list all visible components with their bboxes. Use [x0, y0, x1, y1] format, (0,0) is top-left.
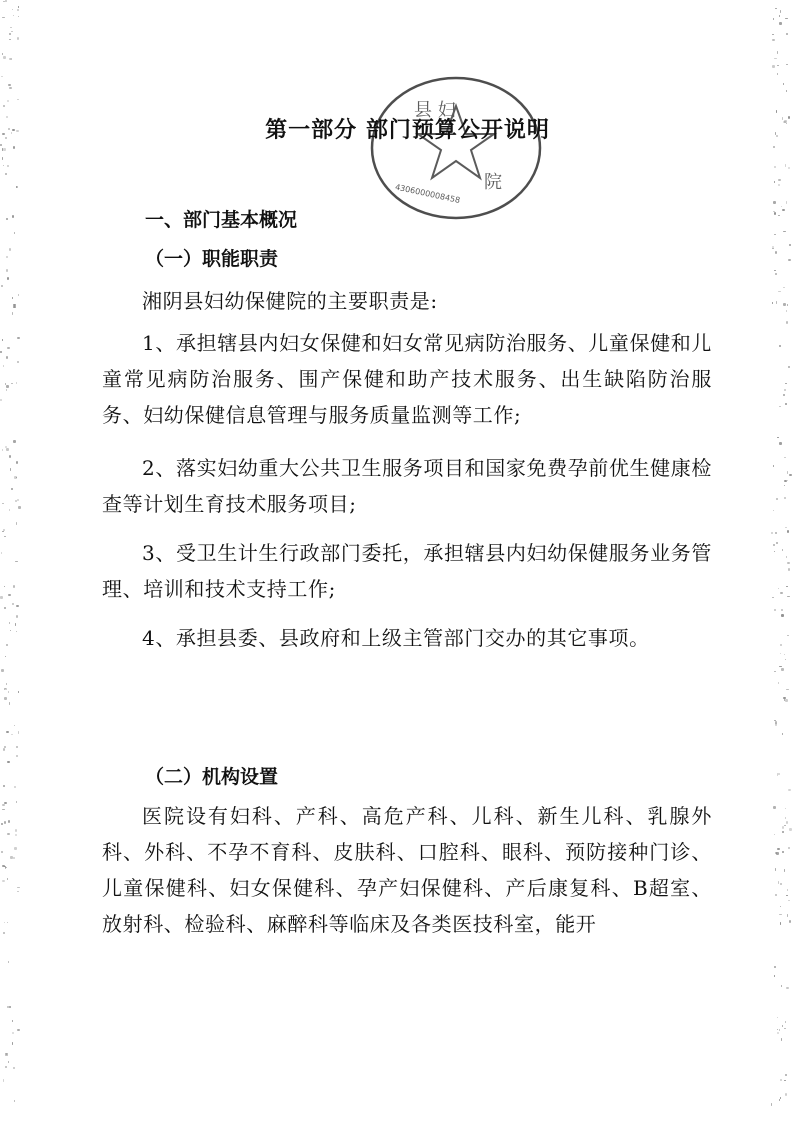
scan-speck	[8, 84, 11, 86]
subsection-heading-duties: （一）职能职责	[145, 248, 279, 270]
scan-speck	[774, 671, 776, 672]
scan-speck	[12, 603, 13, 604]
scan-speck	[17, 891, 19, 892]
scan-speck	[787, 562, 790, 564]
scan-speck	[18, 6, 19, 8]
scan-speck	[786, 586, 788, 587]
scan-speck	[771, 1103, 772, 1106]
scan-speck	[12, 1032, 13, 1035]
scan-speck	[13, 306, 16, 308]
scan-speck	[17, 99, 19, 100]
scan-speck	[787, 480, 789, 481]
scan-speck	[784, 1080, 786, 1081]
scan-speck	[779, 406, 781, 407]
scan-speck	[12, 297, 14, 298]
scan-speck	[7, 761, 9, 763]
scan-speck	[2, 17, 5, 18]
scan-speck	[11, 734, 13, 735]
scan-speck	[2, 157, 4, 160]
scan-speck	[3, 1079, 4, 1082]
scan-speck	[789, 474, 792, 476]
scan-speck	[13, 1067, 15, 1069]
scan-speck	[784, 485, 786, 486]
scan-speck	[774, 166, 776, 167]
scan-speck	[12, 1042, 13, 1044]
scan-speck	[3, 165, 4, 167]
scan-speck	[2, 865, 5, 867]
scan-speck	[779, 442, 782, 445]
scan-speck	[2, 53, 4, 55]
scan-speck	[10, 27, 12, 29]
scan-speck	[775, 251, 777, 254]
scan-speck	[6, 683, 7, 685]
scan-speck	[787, 635, 789, 636]
paragraph-duty-4: 4、承担县委、县政府和上级主管部门交办的其它事项。	[142, 626, 650, 650]
scan-speck	[777, 51, 778, 54]
scan-speck	[1, 76, 2, 78]
scan-speck	[16, 382, 17, 383]
scan-speck	[3, 932, 5, 934]
scan-speck	[4, 697, 7, 700]
scan-speck	[6, 269, 8, 271]
scan-speck	[786, 64, 788, 65]
scan-speck	[17, 37, 20, 40]
scan-speck	[776, 498, 778, 500]
scan-speck	[788, 366, 790, 368]
scan-speck	[8, 1061, 9, 1063]
scan-speck	[15, 561, 18, 563]
scan-speck	[783, 83, 784, 85]
scan-speck	[788, 568, 790, 571]
scan-speck	[779, 1099, 780, 1101]
scan-speck	[776, 301, 778, 304]
scan-speck	[782, 209, 785, 210]
scan-speck	[774, 234, 776, 235]
scan-speck	[1, 669, 4, 672]
scan-speck	[12, 1020, 13, 1021]
scan-speck	[17, 499, 20, 501]
scan-speck	[786, 310, 787, 312]
scan-speck	[8, 594, 10, 595]
scan-speck	[778, 773, 780, 775]
scan-speck	[17, 361, 19, 363]
scan-speck	[16, 755, 18, 758]
scan-speck	[778, 682, 779, 684]
scan-speck	[18, 691, 19, 692]
scan-speck	[785, 1074, 787, 1076]
scan-speck	[18, 16, 19, 17]
scan-speck	[6, 385, 9, 388]
scan-speck	[786, 556, 787, 559]
scan-speck	[775, 532, 778, 534]
scan-speck	[17, 9, 19, 11]
paragraph-duty-1: 1、承担辖县内妇女保健和妇女常见病防治服务、儿童保健和儿童常见病防治服务、围产保健和助产技术服务、出生缺陷防治服务、妇幼保健信息管理与服务质量监测等工作;	[102, 331, 712, 427]
scan-speck	[15, 623, 17, 626]
scan-speck	[784, 480, 787, 481]
scan-speck	[778, 184, 780, 185]
scan-speck	[773, 544, 775, 546]
scan-speck	[12, 312, 13, 315]
scan-speck	[0, 399, 2, 401]
scan-speck	[10, 58, 12, 59]
scan-speck	[6, 644, 8, 647]
scan-speck	[774, 966, 776, 968]
scan-speck	[785, 403, 787, 405]
scan-speck	[775, 8, 777, 9]
scan-speck	[776, 852, 779, 855]
scan-speck	[5, 173, 6, 175]
scan-speck	[11, 31, 13, 32]
scan-speck	[780, 644, 781, 646]
scan-speck	[773, 510, 774, 511]
seal-text-bottom: 院	[484, 172, 502, 193]
scan-speck	[776, 542, 778, 543]
scan-speck	[9, 455, 11, 458]
scan-speck	[3, 785, 5, 787]
paragraph-departments: 医院设有妇科、产科、高危产科、儿科、新生儿科、乳腺外科、外科、不孕不育科、皮肤科、口腔科、眼科、预防接种门诊、儿童保健科、妇女保健科、孕产妇保健科、产后康复科、B超室、放射科、检验科、麻醉科等临床及各类医技科室，能开	[102, 804, 712, 936]
scan-speck	[785, 1021, 786, 1024]
scan-speck	[784, 497, 786, 499]
scan-speck	[783, 231, 786, 233]
scan-speck	[777, 1017, 778, 1019]
scan-speck	[780, 906, 781, 907]
scan-speck	[775, 894, 776, 896]
scan-speck	[779, 914, 782, 915]
scan-speck	[788, 900, 791, 902]
scan-speck	[789, 828, 792, 830]
scan-speck	[4, 821, 6, 824]
scan-speck	[771, 532, 773, 534]
scan-speck	[777, 1032, 779, 1035]
scan-speck	[772, 34, 775, 35]
scan-speck	[14, 725, 15, 726]
scan-speck	[18, 294, 19, 297]
scan-speck	[14, 232, 16, 234]
scan-speck	[7, 100, 9, 101]
scan-speck	[2, 449, 3, 451]
scan-speck	[17, 337, 20, 339]
scan-speck	[9, 622, 10, 623]
scan-speck	[9, 702, 10, 705]
scan-speck	[773, 806, 776, 809]
scan-speck	[9, 39, 11, 40]
scan-speck	[787, 471, 788, 474]
scan-speck	[7, 277, 9, 280]
scan-speck	[772, 248, 775, 249]
scan-speck	[781, 206, 782, 207]
scan-speck	[0, 596, 3, 599]
scan-speck	[14, 786, 16, 788]
scan-speck	[7, 833, 10, 835]
scan-speck	[781, 985, 782, 987]
scan-speck	[782, 549, 783, 551]
scan-speck	[778, 179, 781, 181]
scan-speck	[786, 689, 789, 690]
seal-text-top: 县 妇	[414, 100, 456, 121]
scan-speck	[18, 506, 21, 508]
scan-speck	[6, 448, 8, 451]
scan-speck	[15, 829, 17, 831]
scan-speck	[785, 817, 786, 819]
scan-speck	[775, 273, 777, 275]
scan-speck	[788, 789, 791, 791]
scan-speck	[18, 731, 19, 733]
scan-speck	[10, 630, 11, 632]
scan-speck	[8, 820, 10, 823]
scan-speck	[777, 437, 779, 439]
scan-speck	[6, 389, 7, 392]
scan-speck	[17, 887, 20, 888]
scan-speck	[4, 536, 5, 537]
scan-speck	[16, 461, 18, 463]
scan-speck	[774, 551, 776, 552]
scan-speck	[772, 65, 775, 68]
scan-speck	[3, 56, 6, 59]
scan-speck	[9, 509, 10, 511]
scan-speck	[5, 0, 7, 2]
paragraph-duty-3: 3、受卫生计生行政部门委托，承担辖县内妇幼保健服务业务管理、培训和技术支持工作;	[102, 541, 712, 601]
scan-speck	[785, 1093, 787, 1096]
scan-speck	[3, 148, 6, 150]
scan-speck	[786, 33, 788, 35]
scan-speck	[774, 181, 775, 183]
scan-speck	[0, 144, 2, 146]
scan-speck	[9, 248, 10, 251]
scan-speck	[788, 167, 790, 168]
scan-speck	[780, 1097, 781, 1099]
scan-speck	[786, 821, 789, 824]
scan-speck	[777, 73, 778, 75]
scan-speck	[774, 212, 776, 215]
scan-speck	[1, 851, 3, 852]
scan-speck	[12, 215, 15, 217]
scan-speck	[785, 18, 788, 20]
scan-speck	[5, 1055, 8, 1056]
scan-speck	[13, 15, 14, 16]
scan-speck	[782, 733, 783, 735]
scan-speck	[778, 291, 781, 292]
official-seal	[366, 76, 546, 226]
scan-speck	[16, 801, 17, 803]
scan-speck	[785, 659, 786, 661]
scan-speck	[777, 1029, 778, 1030]
scan-speck	[7, 878, 8, 881]
scan-speck	[781, 1038, 782, 1041]
scan-speck	[784, 389, 787, 391]
scan-speck	[1, 552, 3, 554]
scan-speck	[3, 748, 5, 751]
scan-speck	[12, 9, 13, 10]
scan-speck	[13, 857, 15, 859]
scan-speck	[2, 880, 5, 882]
scan-speck	[4, 586, 6, 587]
scan-speck	[779, 345, 781, 347]
scan-speck	[773, 201, 776, 204]
scan-speck	[774, 270, 776, 272]
scan-speck	[774, 975, 775, 977]
scan-speck	[773, 465, 774, 467]
scan-speck	[3, 529, 5, 531]
scan-speck	[773, 18, 774, 21]
scan-speck	[0, 351, 2, 354]
scan-speck	[787, 530, 790, 532]
scan-speck	[6, 256, 8, 259]
scan-speck	[6, 731, 8, 734]
scan-speck	[777, 65, 779, 66]
scan-edge-right	[771, 0, 793, 1122]
paragraph-duty-2: 2、落实妇幼重大公共卫生服务项目和国家免费孕前优生健康检查等计划生育技术服务项目;	[102, 456, 712, 516]
section-heading-basic-overview: 一、部门基本概况	[145, 209, 298, 231]
scan-speck	[775, 868, 776, 871]
scan-speck	[785, 527, 787, 528]
scan-speck	[9, 87, 12, 89]
scan-speck	[1, 285, 3, 287]
scan-speck	[5, 1066, 7, 1067]
scan-speck	[16, 631, 17, 632]
scan-speck	[784, 825, 785, 826]
scan-speck	[5, 688, 6, 689]
scan-speck	[779, 15, 780, 17]
scan-speck	[6, 356, 7, 359]
scan-speck	[5, 656, 6, 657]
scan-speck	[782, 1025, 783, 1027]
seal-code: 4306000008458	[394, 182, 461, 206]
scan-speck	[13, 146, 15, 149]
scan-speck	[778, 588, 780, 590]
scan-speck	[781, 668, 784, 671]
scan-speck	[14, 1100, 15, 1102]
scan-speck	[786, 987, 789, 990]
scan-speck	[15, 834, 17, 837]
scan-speck	[787, 889, 788, 891]
scan-speck	[786, 90, 787, 92]
scan-speck	[2, 809, 5, 810]
scan-speck	[16, 615, 18, 618]
scan-speck	[780, 1079, 782, 1080]
scan-speck	[4, 922, 5, 923]
scan-speck	[789, 920, 791, 922]
scan-speck	[782, 831, 784, 833]
scan-speck	[787, 304, 789, 306]
scan-speck	[6, 218, 8, 220]
scan-speck	[14, 847, 17, 849]
scan-speck	[780, 592, 783, 594]
scan-speck	[788, 847, 790, 849]
scan-speck	[17, 186, 18, 188]
scan-speck	[786, 895, 787, 896]
scan-speck	[8, 961, 9, 963]
scan-speck	[781, 614, 784, 616]
scan-speck	[10, 468, 11, 471]
scan-speck	[779, 22, 782, 25]
scan-speck	[786, 321, 787, 324]
document-title: 第一部分 部门预算公开说明	[265, 118, 550, 143]
scan-speck	[13, 304, 16, 306]
scan-speck	[781, 609, 784, 611]
scan-speck	[785, 164, 786, 167]
scan-speck	[789, 244, 791, 246]
scan-speck	[773, 146, 775, 149]
scan-speck	[17, 1029, 20, 1031]
scan-speck	[784, 654, 785, 656]
scan-speck	[13, 440, 16, 442]
scan-speck	[788, 259, 791, 260]
scan-speck	[3, 365, 4, 367]
scan-speck	[780, 922, 781, 925]
scan-speck	[784, 869, 785, 872]
scan-speck	[785, 383, 787, 385]
scan-speck	[783, 394, 785, 396]
scan-speck	[772, 39, 775, 41]
scan-speck	[784, 1028, 786, 1029]
scan-speck	[786, 201, 787, 204]
scan-speck	[2, 503, 5, 504]
scan-speck	[2, 804, 4, 807]
scan-speck	[4, 607, 6, 608]
scan-edge-left	[0, 0, 22, 1122]
scan-speck	[3, 105, 5, 107]
scan-speck	[784, 457, 785, 459]
scan-speck	[774, 834, 776, 835]
scan-speck	[13, 585, 15, 587]
scan-speck	[11, 488, 13, 490]
scan-speck	[787, 596, 790, 598]
scan-speck	[780, 883, 782, 885]
scan-speck	[779, 1029, 780, 1031]
scan-speck	[785, 699, 788, 702]
scan-speck	[774, 609, 775, 611]
scan-speck	[7, 165, 9, 167]
scan-speck	[777, 848, 780, 850]
scan-speck	[780, 653, 781, 654]
scan-speck	[7, 922, 8, 924]
scan-speck	[787, 914, 789, 917]
scan-speck	[16, 605, 19, 607]
scan-speck	[16, 522, 17, 524]
scan-speck	[774, 58, 777, 59]
scan-speck	[2, 339, 4, 341]
scan-speck	[780, 10, 781, 13]
scan-speck	[782, 826, 783, 828]
scan-speck	[779, 666, 782, 667]
scan-speck	[7, 347, 10, 349]
subsection-heading-organization: （二）机构设置	[145, 766, 279, 788]
scan-speck	[772, 302, 774, 304]
scan-speck	[778, 215, 780, 216]
scan-speck	[775, 723, 777, 726]
scan-speck	[16, 746, 18, 748]
scan-speck	[772, 597, 774, 598]
scan-speck	[8, 691, 10, 693]
scan-speck	[783, 287, 785, 288]
scan-speck	[5, 867, 7, 869]
scan-speck	[785, 808, 787, 809]
scan-speck	[1, 823, 3, 825]
scan-speck	[9, 1006, 11, 1008]
scan-speck	[4, 802, 6, 804]
scan-speck	[782, 851, 784, 854]
scan-speck	[11, 383, 13, 384]
paragraph-intro: 湘阴县妇幼保健院的主要职责是:	[142, 289, 438, 313]
scan-speck	[9, 33, 11, 35]
scan-speck	[783, 303, 786, 306]
